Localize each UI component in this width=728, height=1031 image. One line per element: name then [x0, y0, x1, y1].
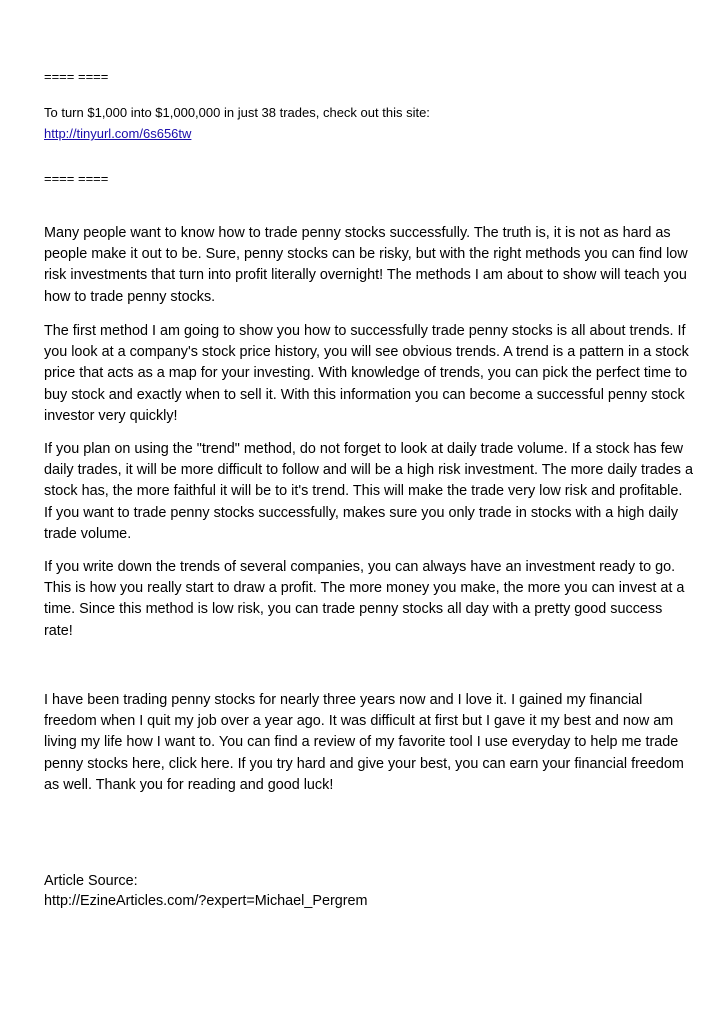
article-source-url: http://EzineArticles.com/?expert=Michael_Pergrem: [44, 893, 368, 909]
separator-top: ==== ====: [44, 69, 109, 84]
paragraph-volume: If you plan on using the "trend" method, do not forget to look at daily trade volume. If a stock has few daily trades, it will be more difficult to follow and will be a high risk investment. The more daily trades a stock has, the more faithful it will be to it's trend. This will make the trade very low risk and profitable. If you want to trade penny stocks successfully, makes sure you only trade in stocks with a high daily trade volume.: [44, 441, 693, 542]
separator-bottom: ==== ====: [44, 171, 109, 186]
paragraph-intro: Many people want to know how to trade penny stocks successfully. The truth is, it is not as hard as people make it out to be. Sure, penny stocks can be risky, but with the right methods you can find low risk investments that turn into profit literally overnight! The methods I am about to show will teach you how to trade penny stocks.: [44, 225, 688, 305]
article-source-label: Article Source:: [44, 873, 138, 889]
promo-link[interactable]: http://tinyurl.com/6s656tw: [44, 126, 192, 141]
paragraph-profit: If you write down the trends of several companies, you can always have an investment ready to go. This is how you really start to draw a profit. The more money you make, the more you can invest at a time. Since this method is low risk, you can trade penny stocks all day with a pretty good success rate!: [44, 559, 685, 639]
paragraph-author: I have been trading penny stocks for nearly three years now and I love it. I gained my financial freedom when I quit my job over a year ago. It was difficult at first but I gave it my best and now am living my life how I want to. You can find a review of my favorite tool I use everyday to help me trade penny stocks here, click here. If you try hard and give your best, you can earn your financial freedom as well. Thank you for reading and good luck!: [44, 692, 684, 793]
paragraph-trends: The first method I am going to show you how to successfully trade penny stocks is all about trends. If you look at a company's stock price history, you will see obvious trends. A trend is a pattern in a stock price that acts as a map for your investing. With knowledge of trends, you can pick the perfect time to buy stock and exactly when to sell it. With this information you can become a successful penny stock investor very quickly!: [44, 323, 689, 424]
promo-text: To turn $1,000 into $1,000,000 in just 38 trades, check out this site:: [44, 105, 430, 120]
